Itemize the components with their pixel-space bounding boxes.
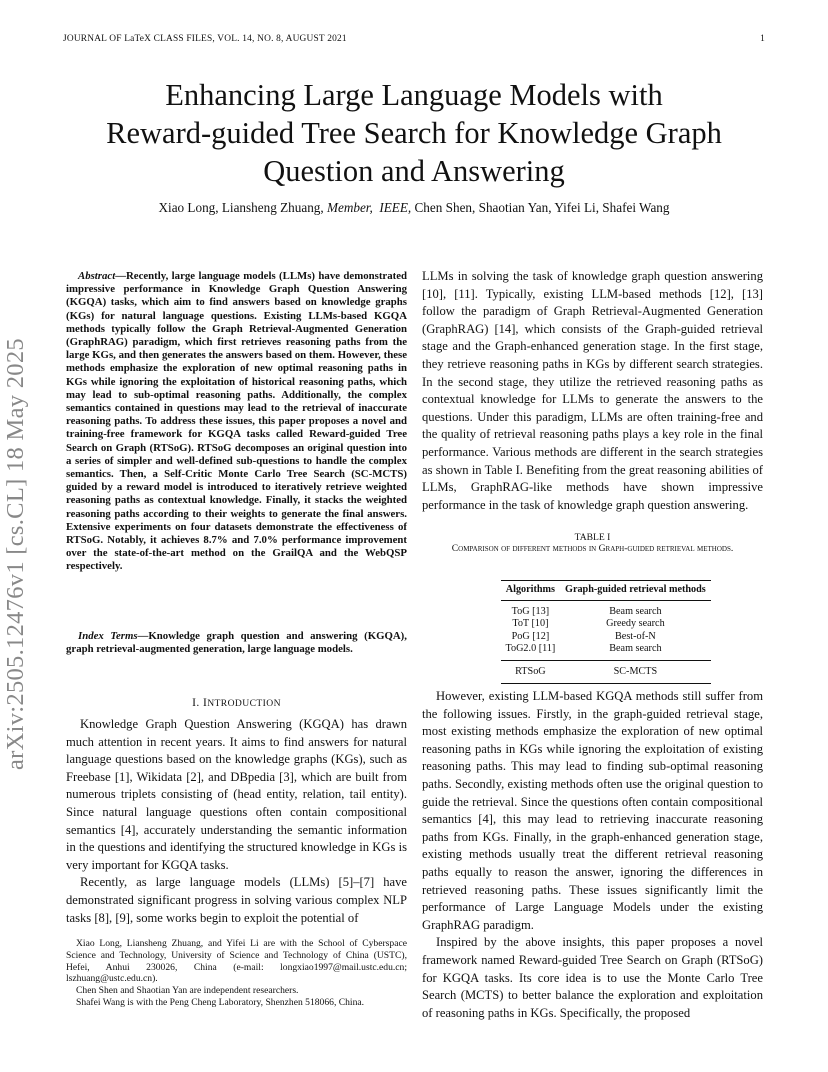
intro-left-column xyxy=(66,716,407,927)
table-cell: ToG [13] xyxy=(511,606,550,617)
section-heading-introduction xyxy=(66,696,407,709)
footnote-2: Chen Shen and Shaotian Yan are independent researchers. xyxy=(76,985,299,997)
table-row xyxy=(501,643,711,660)
title-line-3: Question and Answering xyxy=(263,154,565,188)
authors-part-a: Xiao Long, Liansheng Zhuang, xyxy=(158,200,324,215)
intro-paragraph-2: Recently, as large language models (LLMs) [5]–[7] have demonstrated significant progress in solving various complex NLP tasks [8], [9], some works begin to exploit the potential of xyxy=(66,875,407,925)
table-cell: Greedy search xyxy=(606,618,665,630)
table-cell: SC-MCTS xyxy=(560,660,711,683)
journal-name: JOURNAL OF LaTeX CLASS FILES, VOL. 14, NO. 8, AUGUST 2021 xyxy=(63,34,347,44)
paper-title xyxy=(40,76,788,190)
table-header-cell: Graph-guided retrieval methods xyxy=(560,581,711,601)
table-cell: Beam search xyxy=(609,643,662,655)
authors-part-b: Chen Shen, Shaotian Yan, Yifei Li, Shafei Wang xyxy=(414,200,670,215)
table-caption-text: Comparison of different methods in Graph-guided retrieval methods. xyxy=(451,543,734,555)
table-row xyxy=(501,601,711,619)
comparison-table xyxy=(501,580,711,684)
author-footnotes xyxy=(66,938,407,1009)
table-label: TABLE I xyxy=(574,532,611,543)
table-header-row xyxy=(501,581,711,601)
abstract-text: —Recently, large language models (LLMs) have demonstrated impressive performance in Knowledge Graph Question Answering (KGQA) tasks, which aim to find answers based on knowledge graphs (KGs) for natural language questions. Existing LLMs-based KGQA methods typically follow the Graph Retrieval-Augmented Generation (GraphRAG) paradigm, which first retrieves reasoning paths from the large KGs, and then generates the answers based on them. However, these methods emphasize the exploration of new optimal reasoning paths in KGs while ignoring the exploitation of historical reasoning paths, which may lead to sub-optimal reasoning paths. Additionally, the complex semantics contained in questions may lead to the retrieval of inaccurate reasoning paths. To address these issues, this paper proposes a novel and training-free framework for KGQA tasks called Reward-guided Tree Search on Graph (RTSoG). RTSoG decomposes an original question into a series of simpler and well-defined sub-questions to handle the complex semantics. Then, a Self-Critic Monte Carlo Tree Search (SC-MCTS) guided by a reward model is introduced to iteratively retrieve weighted reasoning paths as contextual knowledge. Finally, it stacks the weighted reasoning paths according to their weights to generate the final answers. Extensive experiments on four datasets demonstrate the effectiveness of RTSoG. Notably, it achieves 8.7% and 7.0% performance improvement over the state-of-the-art method on the GrailQA and the WebQSP respectively. xyxy=(66,270,407,573)
member-label: Member, xyxy=(326,200,373,215)
right-paragraph-2: However, existing LLM-based KGQA methods still suffer from the following issues. Firstly, in the graph-guided retrieval stage, most existing methods emphasize the exploration of new optimal reasoning paths in KGs while ignoring the exploitation of existing reasoning paths. This may lead to finding sub-optimal reasoning paths. Secondly, existing methods often use the original question to guide the retrieval. Since the questions often contain compositional semantics [4], this may lead to retrieving inaccurate reasoning paths from KGs. Finally, in the graph-enhanced generation stage, existing methods usually treat the different retrieval reasoning paths equally to reason the answer, ignoring the differences in retrieved reasoning paths. These issues significantly limit the performance of Large Language Models under the existing GraphRAG paradigm. xyxy=(422,689,763,932)
table-row-proposed xyxy=(501,660,711,683)
page-number: 1 xyxy=(760,34,765,44)
arxiv-stamp: arXiv:2505.12476v1 [cs.CL] 18 May 2025 xyxy=(2,338,29,770)
right-paragraph-3: Inspired by the above insights, this paper proposes a novel framework named Reward-guided Tree Search on Graph (RTSoG) for KGQA tasks. Its core idea is to use the Monte Carlo Tree Search (MCTS) to better balance the exploration and exploitation of reasoning paths in KGs. Specifically, the proposed xyxy=(422,935,763,1020)
right-paragraph-1: LLMs in solving the task of knowledge graph question answering [10], [11]. Typically, existing LLM-based methods [12], [13] follow the paradigm of Graph Retrieval-Augmented Generation (GraphRAG) [14], which consists of the Graph-guided retrieval stage and the Graph-enhanced generation stage. In the first stage, they retrieve reasoning paths in KGs by different search strategies. In the second stage, they utilize the retrieved reasoning paths as contextual knowledge for LLMs to generate the answers to the questions. Under this paradigm, LLMs are often training-free and the quality of retrieval reasoning paths plays a key role in the final performance. Various methods are different in the search strategies as shown in Table I. Benefiting from the great reasoning abilities of LLMs, GraphRAG-like methods have shown impressive performance in the task of knowledge graph question answering. xyxy=(422,269,763,512)
footnote-1: Xiao Long, Liansheng Zhuang, and Yifei Li are with the School of Cyberspace Science and Technology, University of Science and Technology of China (USTC), Hefei, Anhui 230026, China (e-mail: longxiao1997@mail.ustc.edu.cn; lszhuang@ustc.edu.cn). xyxy=(66,938,407,985)
table-cell: Beam search xyxy=(609,606,662,617)
table-cell: ToG2.0 [11] xyxy=(505,643,556,655)
section-rest: NTRODUCTION xyxy=(207,698,281,709)
right-column-top xyxy=(422,268,763,514)
author-list xyxy=(40,200,788,216)
table-cell: Best-of-N xyxy=(615,630,656,642)
running-header xyxy=(63,34,765,44)
section-numeral: I. xyxy=(192,696,200,709)
right-column-bottom xyxy=(422,688,763,1022)
table-caption xyxy=(422,532,763,554)
section-first-letter: I xyxy=(202,696,208,709)
title-line-2: Reward-guided Tree Search for Knowledge Graph xyxy=(106,116,722,150)
table-cell: ToT [10] xyxy=(512,618,549,630)
index-terms-label: Index Terms xyxy=(78,630,138,642)
index-terms-text: —Knowledge graph question and answering (KGQA), graph retrieval-augmented generation, large language models. xyxy=(66,630,407,656)
intro-paragraph-1: Knowledge Graph Question Answering (KGQA) has drawn much attention in recent years. It aims to find answers for natural language questions based on the knowledge graphs (KGs), such as Freebase [1], Wikidata [2], and DBpedia [3], which are built from numerous triplets consisting of (head entity, relation, tail entity). Since natural language questions often contain compositional semantics [4], accurately understanding the semantic information in the questions and identifying the structured knowledge in KGs is very important for KGQA tasks. xyxy=(66,717,407,872)
table-cell: RTSoG xyxy=(501,660,560,683)
table-cell: PoG [12] xyxy=(511,630,550,642)
abstract-label: Abstract xyxy=(78,270,116,282)
table-header-cell: Algorithms xyxy=(501,581,560,601)
table-row xyxy=(501,618,711,630)
table-row xyxy=(501,631,711,643)
abstract xyxy=(66,270,407,574)
title-line-1: Enhancing Large Language Models with xyxy=(165,78,663,112)
ieee-label: IEEE, xyxy=(379,200,412,215)
footnote-3: Shafei Wang is with the Peng Cheng Laboratory, Shenzhen 518066, China. xyxy=(76,996,365,1008)
index-terms xyxy=(66,630,407,656)
